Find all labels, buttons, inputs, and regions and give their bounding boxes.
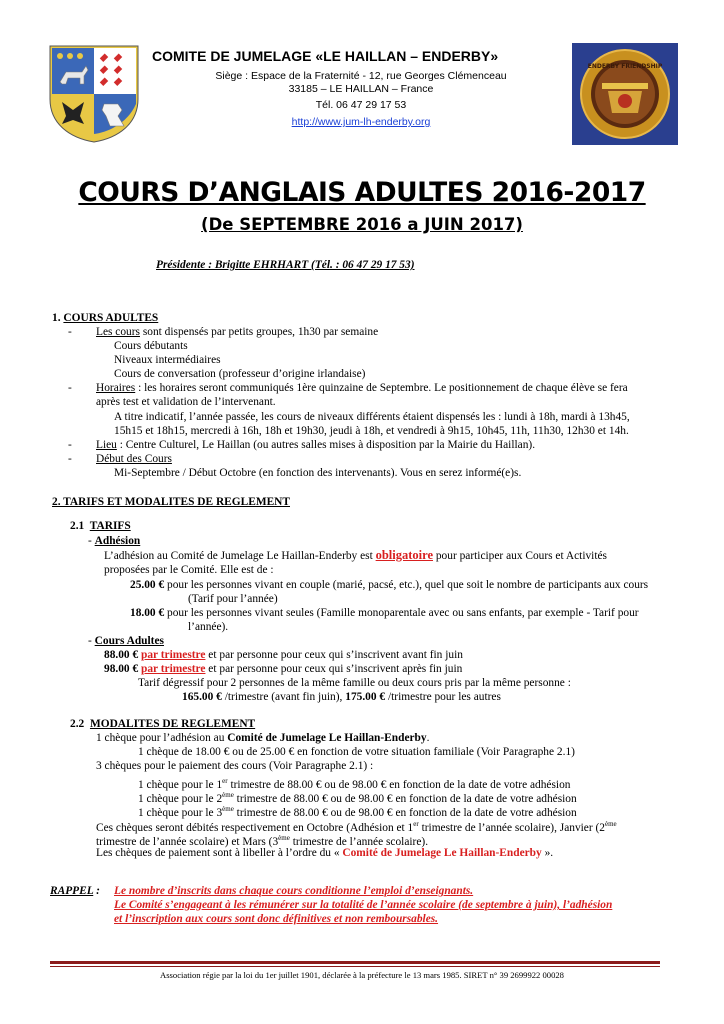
section-1-number: 1. <box>52 312 61 324</box>
price-2-amount: 98.00 € <box>104 663 139 675</box>
couple-amount: 25.00 € <box>130 579 165 591</box>
adhesion-text-b: pour participer aux Cours et Activités <box>433 550 607 562</box>
cheque-adh-b: Comité de Jumelage Le Haillan-Enderby <box>227 732 427 744</box>
section-1-title: COURS ADULTES <box>63 312 159 324</box>
rappel-colon: : <box>93 885 100 897</box>
single-amount: 18.00 € <box>130 607 165 619</box>
t2-a: 1 chèque pour le 2 <box>138 792 223 805</box>
dash: - <box>68 382 72 394</box>
t3-sup: ème <box>222 805 234 813</box>
price-before-june <box>104 648 463 662</box>
section-2-1-title: TARIFS <box>89 520 131 532</box>
t1-b: trimestre de 88.00 € ou de 98.00 € en fonction de la date de votre adhésion <box>227 778 571 791</box>
libeller-c: ». <box>541 847 554 859</box>
footer-divider <box>50 961 660 964</box>
enderby-friendship-logo <box>572 43 678 145</box>
debit1-a: Ces chèques seront débités respectivement en Octobre (Adhésion et 1 <box>96 821 414 834</box>
cheque-adhesion-detail: 1 chèque de 18.00 € ou de 25.00 € en fonction de votre situation familiale (Voir Paragraphe 2.1) <box>138 746 575 758</box>
level-conversation: Cours de conversation (professeur d’origine irlandaise) <box>114 368 366 380</box>
org-title: COMITE DE JUMELAGE «LE HAILLAN – ENDERBY» <box>152 48 499 64</box>
lieu-text: : Centre Culturel, Le Haillan (ou autres salles mises à disposition par la Mairie du Haillan). <box>116 439 536 451</box>
cours-line <box>96 325 378 339</box>
cours-adultes-label: Cours Adultes <box>94 635 164 647</box>
debut-text: Mi-Septembre / Début Octobre (en fonction des intervenants). Vous en serez informé(e)s. <box>114 467 522 479</box>
phone-number: Tél. 06 47 29 17 53 <box>315 99 407 111</box>
page-title: COURS D’ANGLAIS ADULTES 2016-2017 <box>78 177 646 208</box>
couple-text: pour les personnes vivant en couple (marié, pacsé, etc.), quel que soit le nombre de participants aux cours <box>164 579 649 591</box>
couple-rate-line-2: (Tarif pour l’année) <box>188 593 278 605</box>
libeller-line <box>96 846 553 860</box>
rappel-label <box>50 884 100 898</box>
horaires-line <box>96 381 628 395</box>
t3-a: 1 chèque pour le 3 <box>138 806 223 819</box>
degressif-amount-1: 165.00 € <box>182 691 222 703</box>
t1-a: 1 chèque pour le 1 <box>138 778 223 791</box>
adhesion-heading: - Adhésion <box>88 535 141 547</box>
degressif-text-1: /trimestre (avant fin juin), <box>221 691 346 703</box>
section-2-2-heading <box>70 717 255 731</box>
section-2-1-heading <box>70 519 131 533</box>
rappel-word: RAPPEL <box>50 885 94 897</box>
t2-sup: ème <box>222 791 234 799</box>
dash: - <box>68 453 72 465</box>
logo-lettering: ENDERBY FRIENDSHIP <box>587 63 663 70</box>
cheques-cours-line: 3 chèques pour le paiement des cours (Voir Paragraphe 2.1) : <box>96 760 374 772</box>
coat-of-arms-logo <box>48 44 140 144</box>
indicatif-line-1: A titre indicatif, l’année passée, les cours de niveaux différents étaient dispensés les : lundi à 18h, mardi à 13h45, <box>114 411 630 423</box>
lieu-line <box>96 438 535 452</box>
price-1-amount: 88.00 € <box>104 649 139 661</box>
page-subtitle: (De SEPTEMBRE 2016 a JUIN 2017) <box>201 215 523 234</box>
degressif-text-2: /trimestre pour les autres <box>385 691 501 703</box>
single-rate <box>130 606 639 620</box>
cheque-adh-c: . <box>426 732 430 744</box>
section-1-heading <box>52 311 158 325</box>
t3-b: trimestre de 88.00 € ou de 98.00 € en fonction de la date de votre adhésion <box>233 806 577 819</box>
price-2-trimestre: par trimestre <box>141 663 206 675</box>
cours-adultes-heading: - Cours Adultes <box>88 635 164 647</box>
footer-text: Association régie par la loi du 1er juillet 1901, déclarée à la préfecture le 13 mars 1985. SIRET n° 39 2699922 00028 <box>160 970 564 980</box>
address-line-2: 33185 – LE HAILLAN – France <box>288 83 434 95</box>
horaires-text: : les horaires seront communiqués 1ère quinzaine de Septembre. Le positionnement de chaque élève se fera <box>135 382 628 394</box>
single-rate-line-2: l’année). <box>188 621 229 633</box>
price-1-text: et par personne pour ceux qui s’inscrivent avant fin juin <box>205 649 463 661</box>
couple-rate <box>130 578 648 592</box>
cheque-adh-a: 1 chèque pour l’adhésion au <box>96 732 228 744</box>
debit2-a: trimestre de l’année scolaire) et Mars (3 <box>96 835 279 848</box>
price-1-trimestre: par trimestre <box>141 649 206 661</box>
single-text: pour les personnes vivant seules (Famille monoparentale avec ou sans enfants, par exemple - Tarif pour <box>164 607 639 619</box>
adhesion-text-a: L’adhésion au Comité de Jumelage Le Haillan-Enderby est <box>104 550 376 562</box>
debit2-sup: ème <box>278 834 290 842</box>
price-2-text: et par personne pour ceux qui s’inscrivent après fin juin <box>205 663 463 675</box>
level-beginners: Cours débutants <box>114 340 188 352</box>
debit1-sup1: er <box>413 820 419 828</box>
horaires-line-2: après test et validation de l’intervenant. <box>96 396 276 408</box>
debit2-b: trimestre de l’année scolaire). <box>289 835 429 848</box>
indicatif-line-2: 15h15 et 18h15, mercredi à 16h, 18h et 19h30, jeudi à 18h, et vendredi à 9h15, 10h45, 11h, 11h30, 12h30 et 14h. <box>114 425 629 437</box>
address-line-1: Siège : Espace de la Fraternité - 12, rue Georges Clémenceau <box>215 70 507 82</box>
debit1-b: trimestre de l’année scolaire), Janvier (2 <box>418 821 605 834</box>
rappel-line-2: Le Comité s’engageant à les rémunérer sur la totalité de l’année scolaire (de septembre à juin), l’adhésion <box>114 899 613 911</box>
section-2-1-number: 2.1 <box>70 520 85 532</box>
degressif-prices <box>182 690 501 704</box>
footer-divider-thin <box>50 966 660 967</box>
debit1-sup2: ème <box>605 820 617 828</box>
debut-label: Début des Cours <box>96 453 172 465</box>
rappel-line-3: et l’inscription aux cours sont donc définitives et non remboursables. <box>114 913 439 925</box>
price-after-june <box>104 662 462 676</box>
rappel-line-1: Le nombre d’inscrits dans chaque cours conditionne l’emploi d’enseignants. <box>114 885 474 897</box>
cours-text: sont dispensés par petits groupes, 1h30 par semaine <box>139 326 379 338</box>
cheque-adhesion-line <box>96 731 429 745</box>
president-line: Présidente : Brigitte EHRHART (Tél. : 06 47 29 17 53) <box>156 259 415 271</box>
degressif-line: Tarif dégressif pour 2 personnes de la même famille ou deux cours pris par la même personne : <box>138 677 571 689</box>
libeller-a: Les chèques de paiement sont à libeller à l’ordre du « <box>96 847 343 859</box>
dash: - <box>68 326 72 338</box>
adhesion-line-2: proposées par le Comité. Elle est de : <box>104 564 274 576</box>
level-intermediate: Niveaux intermédiaires <box>114 354 221 366</box>
lieu-label: Lieu <box>96 439 117 451</box>
horaires-label: Horaires <box>96 382 136 394</box>
degressif-amount-2: 175.00 € <box>345 691 386 703</box>
adhesion-line-1 <box>104 548 607 563</box>
section-2-2-number: 2.2 <box>70 718 85 730</box>
dash: - <box>68 439 72 451</box>
t1-sup: er <box>222 777 228 785</box>
section-2-2-title: MODALITES DE REGLEMENT <box>89 718 256 730</box>
cours-label: Les cours <box>96 326 140 338</box>
libeller-b: Comité de Jumelage Le Haillan-Enderby <box>342 847 542 859</box>
adhesion-label: Adhésion <box>94 535 141 547</box>
t2-b: trimestre de 88.00 € ou de 98.00 € en fonction de la date de votre adhésion <box>233 792 577 805</box>
website-link[interactable]: http://www.jum-lh-enderby.org <box>291 116 431 128</box>
section-2-heading: 2. TARIFS ET MODALITES DE REGLEMENT <box>52 496 290 508</box>
obligatoire-emphasis: obligatoire <box>375 548 434 562</box>
